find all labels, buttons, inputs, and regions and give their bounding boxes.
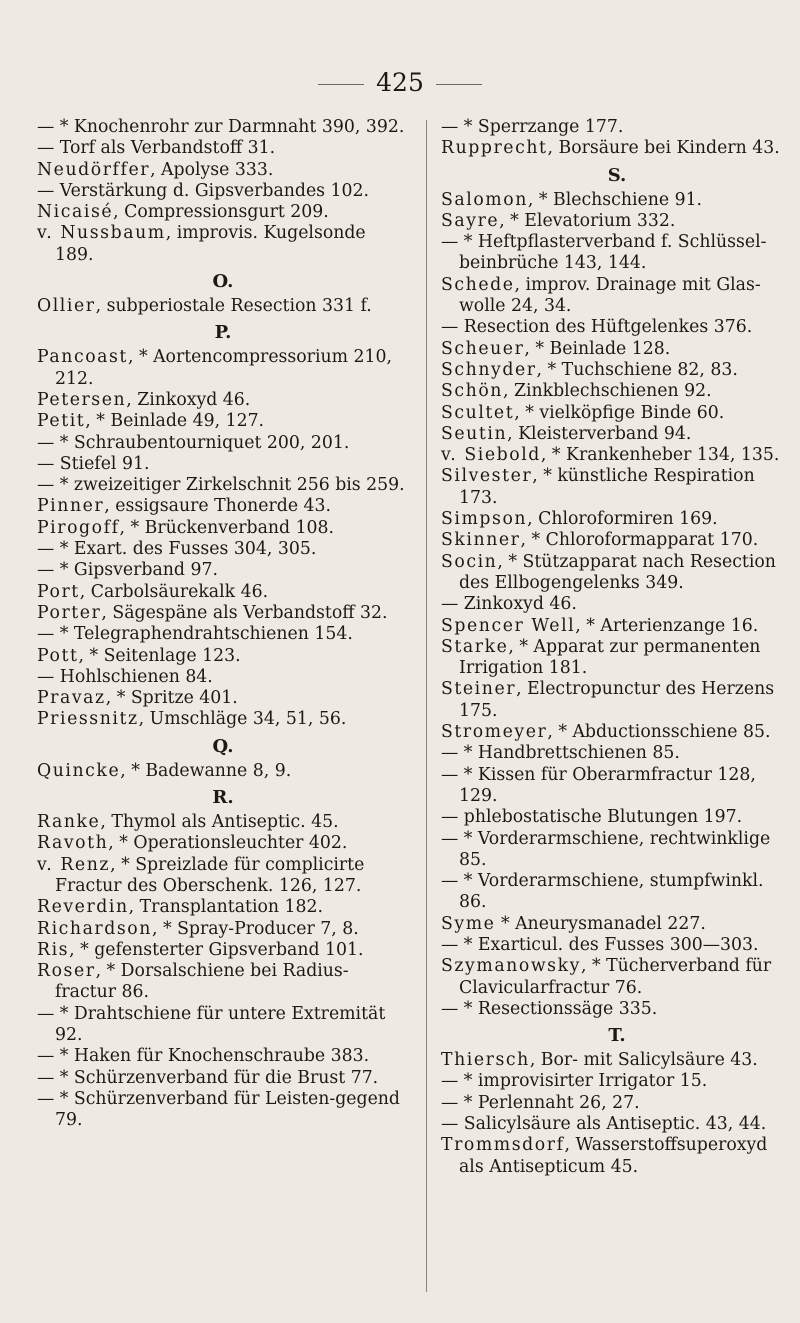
entry-text: , Umschläge 34, 51, 56. [138, 709, 347, 730]
author-name: Pravaz [37, 688, 106, 709]
index-entry [441, 275, 793, 318]
entry-text: — Hohlschienen 84. [37, 666, 213, 687]
entry-text: , * Tücherverband für Clavicularfractur 76. [459, 956, 772, 998]
entry-text: — Resection des Hüftgelenkes 376. [441, 317, 753, 338]
index-entry [441, 999, 793, 1020]
index-entry [37, 181, 409, 202]
entry-text: — * Haken für Knochenschraube 383. [37, 1046, 370, 1067]
index-entry [441, 381, 793, 402]
author-name: Reverdin [37, 897, 129, 918]
entry-text: — * Schraubentourniquet 200, 201. [37, 432, 350, 453]
entry-text: , Electropunctur des Herzens 175. [459, 679, 775, 721]
author-name: Petit [37, 411, 86, 432]
entry-text: — * Telegraphendrahtschienen 154. [37, 624, 353, 645]
index-entry [441, 956, 793, 999]
entry-text: , essigsaure Thonerde 43. [104, 496, 332, 517]
index-entry [37, 709, 409, 730]
index-entry [37, 688, 409, 709]
entry-text: , Apolyse 333. [150, 159, 274, 180]
author-name: Quincke [37, 760, 121, 781]
entry-text: — * Handbrettschienen 85. [441, 743, 680, 764]
page-number: 425 [376, 68, 424, 97]
author-name: Porter [37, 602, 102, 623]
index-entry [441, 466, 793, 509]
entry-text: — * Schürzenverband für die Brust 77. [37, 1067, 379, 1088]
section-letter: R. [212, 787, 234, 809]
entry-text: , * Spray-Producer 7, 8. [151, 918, 359, 939]
index-entry [441, 807, 793, 828]
author-name: Socin [441, 551, 498, 572]
index-entry [441, 594, 793, 615]
author-name: Simpson [441, 509, 528, 530]
entry-text: , * Stützapparat nach Resection des Ellbogengelenks 349. [459, 551, 776, 593]
index-entry [441, 403, 793, 424]
entry-text: — * zweizeitiger Zirkelschnit 256 bis 259. [37, 475, 405, 496]
entry-text: — * Heftpflasterverband f. Schlüssel-beinbrüche 143, 144. [441, 232, 767, 274]
entry-text: — * Gipsverband 97. [37, 560, 218, 581]
index-entry [37, 667, 409, 688]
entry-text: — * Perlennaht 26, 27. [441, 1092, 640, 1113]
author-name: Pirogoff [37, 517, 120, 538]
entry-text: , * gefensterter Gipsverband 101. [69, 939, 364, 960]
entry-text: — * Drahtschiene für untere Extremität 92. [37, 1003, 386, 1045]
entry-text: — Torf als Verbandstoff 31. [37, 138, 276, 159]
author-name: Rupprecht [441, 138, 548, 159]
entry-text: , * Elevatorium 332. [499, 210, 676, 231]
author-name: Richardson [37, 918, 152, 939]
author-name: v. Siebold [441, 445, 541, 466]
entry-text: — * Vorderarmschiene, rechtwinklige 85. [441, 828, 771, 870]
author-name: Seutin [441, 423, 508, 444]
author-name: Trommsdorf [441, 1135, 565, 1156]
index-entry [37, 919, 409, 940]
author-name: Ravoth [37, 833, 109, 854]
section-letter: T. [608, 1025, 626, 1047]
author-name: Szymanowsky [441, 956, 581, 977]
entry-text: — * Sperrzange 177. [441, 117, 624, 137]
entry-text: , subperiostale Resection 331 f. [95, 296, 372, 317]
index-entry [441, 117, 793, 138]
index-entry [37, 160, 409, 181]
index-entry [37, 117, 409, 138]
entry-text: , Kleisterverband 94. [507, 423, 692, 444]
index-entry [441, 765, 793, 808]
index-entry [37, 433, 409, 454]
entry-text: , Sägespäne als Verbandstoff 32. [101, 602, 388, 623]
index-column-left [37, 117, 409, 1131]
entry-text: , * vielköpfige Binde 60. [514, 402, 725, 423]
index-entry [441, 743, 793, 764]
index-entry [441, 679, 793, 722]
entry-text: — * Vorderarmschiene, stumpfwinkl. 86. [441, 871, 764, 913]
author-name: Sayre [441, 210, 500, 231]
header-dash-right [436, 84, 482, 85]
index-entry [441, 829, 793, 872]
section-letter: S. [607, 164, 627, 186]
entry-text: , * Operationsleuchter 402. [108, 833, 348, 854]
index-entry [37, 603, 409, 624]
entry-text: , Zinkblechschienen 92. [502, 381, 712, 402]
entry-text: , improv. Drainage mit Glas-wolle 24, 34. [459, 274, 761, 317]
entry-text: — * Resectionssäge 335. [441, 998, 658, 1019]
index-entry [441, 339, 793, 360]
entry-text: , * Blechschiene 91. [527, 189, 703, 210]
index-entry [37, 390, 409, 411]
author-name: Ris [37, 939, 70, 960]
entry-text: , * Tuchschiene 82, 83. [536, 359, 738, 380]
entry-text: , * Krankenheber 134, 135. [540, 445, 780, 466]
section-letter: O. [212, 271, 234, 293]
entry-text: , Wasserstoffsuperoxyd als Antisepticum 45. [459, 1135, 768, 1177]
author-name: Nicaisé [37, 202, 114, 223]
index-entry [37, 855, 409, 898]
entry-text: , * künstliche Respiration 173. [459, 466, 755, 508]
index-entry [37, 223, 409, 266]
section-letter: Q. [212, 735, 234, 757]
index-entry [441, 1093, 793, 1114]
entry-text: , * Arterienzange 16. [575, 615, 759, 636]
entry-text: , Carbolsäurekalk 46. [79, 581, 269, 602]
index-entry [441, 530, 793, 551]
section-letter: P. [214, 322, 232, 344]
index-entry [441, 1114, 793, 1135]
column-divider [426, 120, 427, 1292]
index-entry [441, 445, 793, 466]
entry-text: , Bor- mit Salicylsäure 43. [529, 1050, 758, 1071]
entry-text: — * improvisirter Irrigator 15. [441, 1071, 708, 1092]
index-entry [37, 897, 409, 918]
entry-text: — Stiefel 91. [37, 453, 150, 474]
index-entry [441, 914, 793, 935]
author-name: Steiner [441, 679, 517, 700]
author-name: Petersen [37, 389, 127, 410]
index-entry [37, 296, 409, 317]
author-name: Neudörffer [37, 159, 151, 180]
entry-text: , Borsäure bei Kindern 43. [547, 138, 780, 159]
index-entry [441, 317, 793, 338]
entry-text: — * Exart. des Fusses 304, 305. [37, 539, 317, 560]
index-entry [37, 518, 409, 539]
author-name: Syme [441, 913, 496, 934]
entry-text: — * Kissen für Oberarmfractur 128, 129. [441, 764, 756, 806]
index-entry [441, 935, 793, 956]
author-name: Schön [441, 381, 503, 402]
entry-text: — * Exarticul. des Fusses 300—303. [441, 934, 759, 955]
author-name: Scultet [441, 402, 515, 423]
author-name: v. Renz [37, 854, 111, 875]
entry-text: , * Brückenverband 108. [119, 517, 335, 538]
index-entry [37, 560, 409, 581]
entry-text: — * Knochenrohr zur Darmnaht 390, 392. [37, 117, 405, 137]
index-entry [441, 1050, 793, 1071]
index-entry [37, 1046, 409, 1067]
index-entry [37, 539, 409, 560]
index-entry [441, 722, 793, 743]
index-entry [37, 1004, 409, 1047]
entry-text: , * Beinlade 49, 127. [85, 411, 265, 432]
entry-text: , Compressionsgurt 209. [113, 202, 329, 223]
entry-text: , Transplantation 182. [128, 897, 323, 918]
entry-text: , * Spritze 401. [105, 688, 238, 709]
index-entry [441, 552, 793, 595]
author-name: Starke [441, 636, 509, 657]
entry-text: , * Abductionsschiene 85. [547, 722, 771, 743]
index-entry [37, 1089, 409, 1132]
index-entry [37, 138, 409, 159]
entry-text: — Verstärkung d. Gipsverbandes 102. [37, 180, 370, 201]
author-name: Spencer Well [441, 615, 576, 636]
entry-text: — Salicylsäure als Antiseptic. 43, 44. [441, 1114, 767, 1135]
index-entry [441, 1071, 793, 1092]
entry-text: , Chloroformiren 169. [527, 509, 718, 530]
index-entry [441, 211, 793, 232]
header-dash-left [318, 84, 364, 85]
entry-text: , * Aortencompressorium 210, 212. [55, 347, 392, 389]
index-entry [37, 1068, 409, 1089]
index-entry [37, 646, 409, 667]
author-name: Roser [37, 961, 96, 982]
author-name: Salomon [441, 189, 528, 210]
entry-text: — phlebostatische Blutungen 197. [441, 807, 743, 828]
author-name: v. Nussbaum [37, 223, 166, 244]
entry-text: — * Schürzenverband für Leisten-gegend 79. [37, 1088, 400, 1131]
author-name: Pott [37, 645, 79, 666]
index-entry [37, 940, 409, 961]
entry-text: * Aneurysmanadel 227. [495, 913, 706, 934]
index-entry [37, 833, 409, 854]
author-name: Schede [441, 274, 515, 295]
index-entry [37, 475, 409, 496]
index-entry [441, 232, 793, 275]
index-entry [37, 961, 409, 1004]
entry-text: , Zinkoxyd 46. [126, 389, 251, 410]
entry-text: , * Seitenlage 123. [78, 645, 241, 666]
author-name: Stromeyer [441, 722, 548, 743]
author-name: Schnyder [441, 359, 537, 380]
author-name: Pinner [37, 496, 105, 517]
author-name: Thiersch [441, 1050, 530, 1071]
entry-text: , Thymol als Antiseptic. 45. [100, 812, 339, 833]
entry-text: , improvis. Kugelsonde 189. [55, 223, 366, 265]
index-entry [37, 582, 409, 603]
index-entry [441, 360, 793, 381]
index-entry [37, 812, 409, 833]
index-entry [37, 624, 409, 645]
entry-text: , * Chloroformapparat 170. [520, 530, 759, 551]
index-entry [37, 347, 409, 390]
index-entry [37, 496, 409, 517]
index-entry [441, 637, 793, 680]
entry-text: , * Apparat zur permanenten Irrigation 181. [459, 636, 761, 679]
index-column-right [441, 117, 793, 1178]
author-name: Ranke [37, 812, 101, 833]
author-name: Silvester [441, 466, 533, 487]
index-entry [37, 761, 409, 782]
author-name: Priessnitz [37, 709, 139, 730]
index-entry [441, 424, 793, 445]
entry-text: , * Beinlade 128. [524, 338, 671, 359]
author-name: Port [37, 581, 80, 602]
index-entry [441, 871, 793, 914]
index-entry [441, 509, 793, 530]
page-header [0, 68, 800, 97]
entry-text: , * Badewanne 8, 9. [120, 760, 292, 781]
index-entry [441, 1135, 793, 1178]
entry-text: — Zinkoxyd 46. [441, 594, 577, 615]
index-entry [37, 202, 409, 223]
index-entry [37, 454, 409, 475]
author-name: Pancoast [37, 347, 128, 368]
entry-text: , * Spreizlade für complicirte Fractur des Oberschenk. 126, 127. [55, 854, 365, 896]
author-name: Scheuer [441, 338, 525, 359]
index-entry [441, 190, 793, 211]
author-name: Skinner [441, 530, 521, 551]
index-entry [37, 411, 409, 432]
index-entry [441, 138, 793, 159]
index-entry [441, 616, 793, 637]
author-name: Ollier [37, 296, 96, 317]
entry-text: , * Dorsalschiene bei Radius-fractur 86. [55, 961, 349, 1003]
